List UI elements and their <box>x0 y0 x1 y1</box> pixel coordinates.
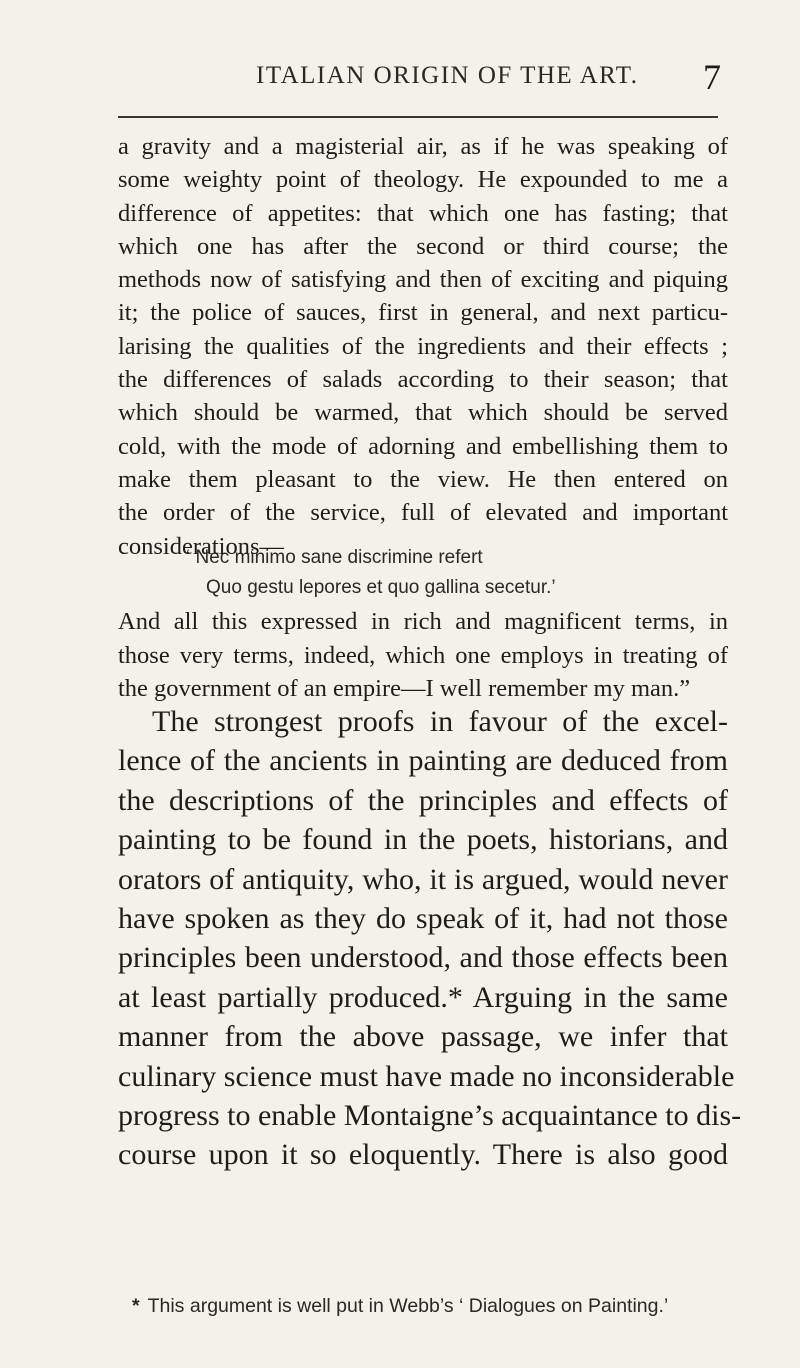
text-line: which should be warmed, that which should be served <box>118 399 728 427</box>
text-line: painting to be found in the poets, historians, and <box>118 823 728 857</box>
text-line: the differences of salads according to their season; that <box>118 366 728 394</box>
paragraph-expressed <box>118 605 728 706</box>
text-line: difference of appetites: that which one has fasting; that <box>118 199 728 227</box>
quotation-line: Quo gestu lepores et quo gallina secetur.’ <box>206 577 556 598</box>
paragraph-strongest-proofs <box>118 702 742 1175</box>
header-rule <box>118 116 718 118</box>
text-line: a gravity and a magisterial air, as if he was speaking of <box>118 133 728 160</box>
text-line: principles been understood, and those effects been <box>118 941 728 975</box>
text-line: it; the police of sauces, first in general, and next particu- <box>118 299 728 327</box>
text-line: at least partially produced.* Arguing in the same <box>118 980 728 1014</box>
text-line: those very terms, indeed, which one employs in treating of <box>118 641 728 669</box>
text-line: And all this expressed in rich and magnificent terms, in <box>118 608 728 635</box>
text-line: the order of the service, full of elevated and important <box>118 499 728 527</box>
text-line: cold, with the mode of adorning and embellishing them to <box>118 432 728 460</box>
text-line: culinary science must have made no inconsiderable <box>118 1059 735 1093</box>
text-line: considerations— <box>118 532 285 560</box>
paragraph-montaigne-account <box>118 130 728 563</box>
text-line: make them pleasant to the view. He then entered on <box>118 465 728 493</box>
text-line: have spoken as they do speak of it, had not those <box>118 902 728 936</box>
text-line: orators of antiquity, who, it is argued, would never <box>118 862 728 896</box>
text-line: progress to enable Montaigne’s acquaintance to dis- <box>118 1099 742 1133</box>
text-line: the descriptions of the principles and effects of <box>118 783 728 817</box>
text-line: manner from the above passage, we infer that <box>118 1020 728 1054</box>
text-line: course upon it so eloquently. There is also good <box>118 1138 728 1172</box>
footnote <box>132 1295 668 1318</box>
footnote-mark: * <box>132 1295 140 1317</box>
text-line: which one has after the second or third course; the <box>118 232 728 260</box>
text-line: methods now of satisfying and then of exciting and piquing <box>118 266 728 294</box>
quotation-line: ‘ Nec minimo sane discrimine refert <box>186 547 483 568</box>
running-head <box>0 57 800 102</box>
footnote-text: This argument is well put in Webb’s ‘ Dialogues on Painting.’ <box>147 1295 669 1317</box>
page-number: 7 <box>703 57 721 97</box>
running-title: ITALIAN ORIGIN OF THE ART. <box>256 62 639 89</box>
text-line: The strongest proofs in favour of the excel- <box>152 705 728 738</box>
text-line: the government of an empire—I well remember my man.” <box>118 675 691 702</box>
text-line: lence of the ancients in painting are deduced from <box>118 744 728 778</box>
latin-quotation <box>186 543 556 603</box>
text-line: some weighty point of theology. He expounded to me a <box>118 166 728 194</box>
text-line: larising the qualities of the ingredients and their effects ; <box>118 332 728 360</box>
